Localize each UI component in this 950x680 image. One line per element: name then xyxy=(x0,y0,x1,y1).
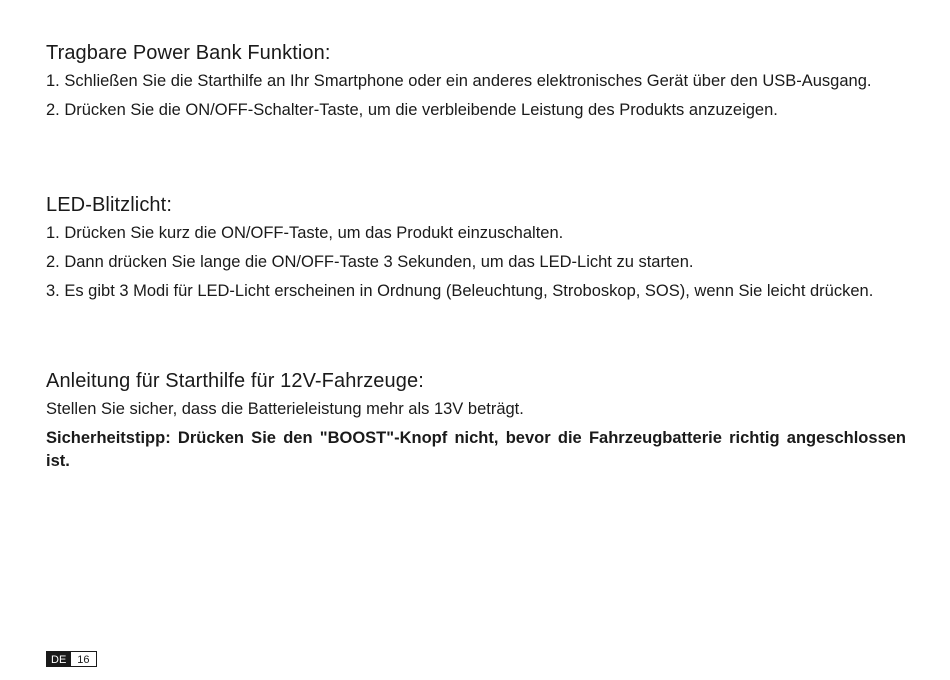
page-number: 16 xyxy=(71,651,96,667)
instruction-step: 1. Drücken Sie kurz die ON/OFF-Taste, um das Produkt einzuschalten. xyxy=(46,224,564,242)
section-led-flashlight xyxy=(46,192,906,309)
safety-tip: Sicherheitstipp: Drücken Sie den "BOOST"-Knopf nicht, bevor die Fahrzeugbatterie richtig angeschlossen ist. xyxy=(46,429,906,470)
section-heading: LED-Blitzlicht: xyxy=(46,194,172,216)
instruction-step: 2. Drücken Sie die ON/OFF-Schalter-Taste, um die verbleibende Leistung des Produkts anzuzeigen. xyxy=(46,101,778,119)
section-heading: Anleitung für Starthilfe für 12V-Fahrzeuge: xyxy=(46,370,424,392)
page-footer xyxy=(46,651,97,667)
section-jump-start xyxy=(46,368,906,479)
instruction-step: 1. Schließen Sie die Starthilfe an Ihr Smartphone oder ein anderes elektronisches Gerät über den USB-Ausgang. xyxy=(46,72,872,90)
instruction-step: 2. Dann drücken Sie lange die ON/OFF-Taste 3 Sekunden, um das LED-Licht zu starten. xyxy=(46,253,694,271)
section-heading: Tragbare Power Bank Funktion: xyxy=(46,42,331,64)
section-power-bank xyxy=(46,40,906,128)
instruction-step: 3. Es gibt 3 Modi für LED-Licht erscheinen in Ordnung (Beleuchtung, Stroboskop, SOS), wenn Sie leicht drücken. xyxy=(46,282,874,300)
instruction-text: Stellen Sie sicher, dass die Batterieleistung mehr als 13V beträgt. xyxy=(46,400,524,418)
language-badge: DE xyxy=(46,651,71,667)
